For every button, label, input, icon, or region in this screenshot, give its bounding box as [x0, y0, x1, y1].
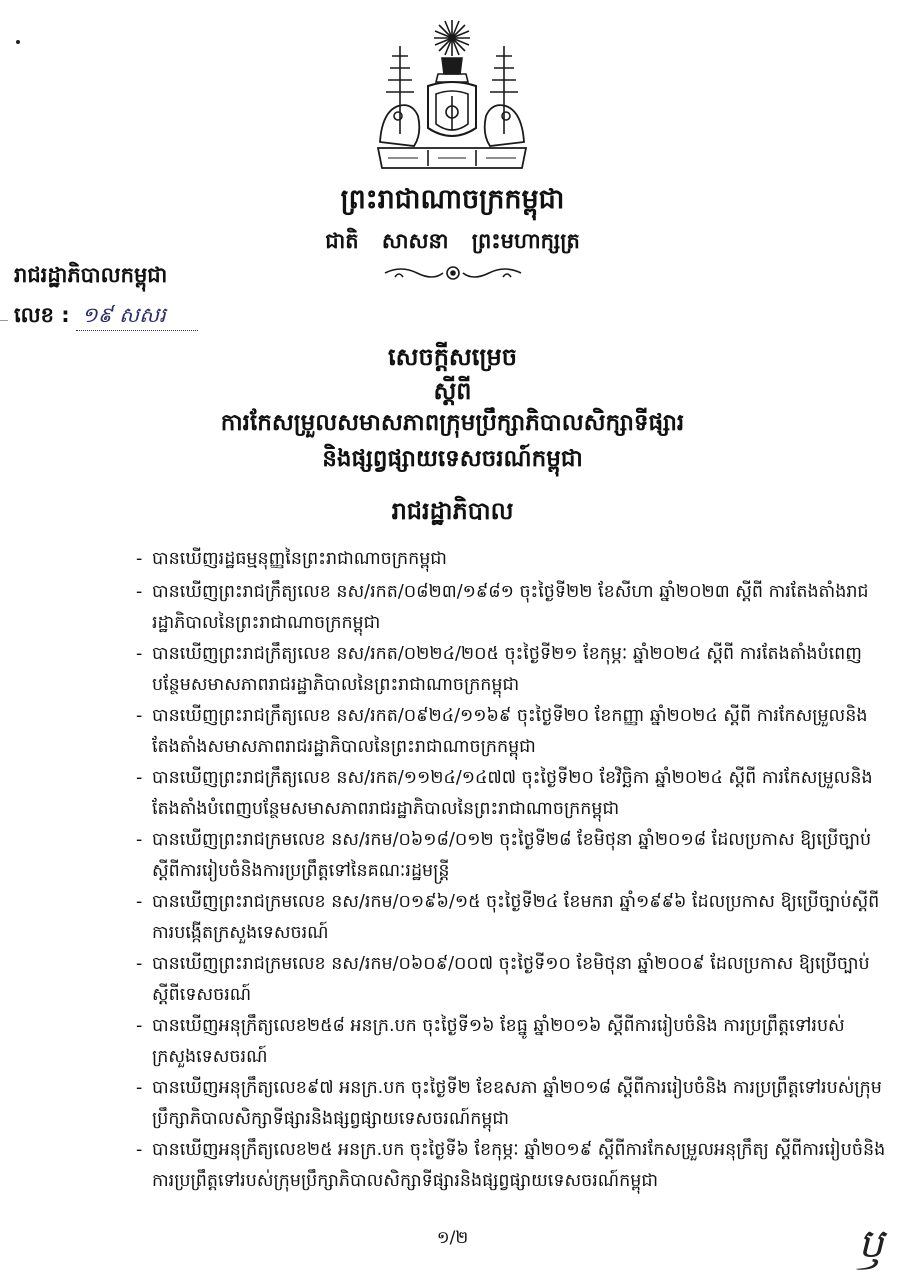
margin-mark [0, 320, 8, 321]
clause-item: - បានឃើញព្រះរាជក្រមលេខ នស/រកម/០៦១៨/០១២ ចុះថ្ងៃទី២៨ ខែមិថុនា ឆ្នាំ២០១៨ ដែលប្រកាស ឱ្យប្រើច្បាប់ស្តីពីការរៀបចំនិងការប្រព្រឹត្តទៅនៃគណៈរដ្ឋមន្ត្រី [136, 830, 872, 881]
clause-text: បានឃើញអនុក្រឹត្យលេខ២៥ អនក្រ.បក ចុះថ្ងៃទី៦ ខែកុម្ភៈ ឆ្នាំ២០១៩ ស្តីពីការកែសម្រួលអនុក្រឹត្យ ស្តីពីការរៀបចំនិងការប្រព្រឹត្តទៅរបស់ក្រុមប្រឹក្សាភិបាលសិក្សាទីផ្សារនិងផ្សព្វផ្សាយទេសចរណ៍កម្ពុជា [152, 1140, 886, 1191]
clause-text: បានឃើញព្រះរាជក្រឹត្យលេខ នស/រកត/០២២៤/២០៥ ចុះថ្ងៃទី២១ ខែកុម្ភៈ ឆ្នាំ២០២៤ ស្តីពី ការតែងតាំងបំពេញបន្ថែមសមាសភាពរាជរដ្ឋាភិបាលនៃព្រះរាជាណាចក្រកម្ពុជា [152, 644, 862, 695]
clause-text: បានឃើញអនុក្រឹត្យលេខ២៥៨ អនក្រ.បក ចុះថ្ងៃទី១៦ ខែធ្នូ ឆ្នាំ២០១៦ ស្តីពីការរៀបចំនិង ការប្រព្រឹត្តទៅរបស់ក្រសួងទេសចរណ៍ [152, 1016, 845, 1067]
clause-item: - បានឃើញព្រះរាជក្រឹត្យលេខ នស/រកត/០៩២៤/១១៦៩ ចុះថ្ងៃទី២០ ខែកញ្ញា ឆ្នាំ២០២៤ ស្តីពី ការកែសម្រួលនិងតែងតាំងសមាសភាពរាជរដ្ឋាភិបាលនៃព្រះរាជាណាចក្រកម្ពុជា [136, 706, 868, 757]
kingdom-title: ព្រះរាជាណាចក្រកម្ពុជា [340, 184, 565, 215]
clause-text: បានឃើញព្រះរាជក្រមលេខ នស/រកម/០១៩៦/១៥ ចុះថ្ងៃទី២៤ ខែមករា ឆ្នាំ១៩៩៦ ដែលប្រកាស ឱ្យប្រើច្បាប់ស្តីពីការបង្កើតក្រសួងទេសចរណ៍ [152, 892, 880, 943]
clause-item: - បានឃើញអនុក្រឹត្យលេខ២៥៨ អនក្រ.បក ចុះថ្ងៃទី១៦ ខែធ្នូ ឆ្នាំ២០១៦ ស្តីពីការរៀបចំនិង ការប្រព្រឹត្តទៅរបស់ក្រសួងទេសចរណ៍ [136, 1016, 845, 1067]
scan-speck [16, 40, 20, 44]
page-number: ១/២ [436, 1228, 469, 1248]
number-value: ១៩ សសរ [76, 300, 198, 331]
subject-line-1: ការកែសម្រួលសមាសភាពក្រុមប្រឹក្សាភិបាលសិក្សាទីផ្សារ [220, 410, 685, 436]
clause-text: បានឃើញព្រះរាជក្រឹត្យលេខ នស/រកត/១១២៤/១៤៧៧ ចុះថ្ងៃទី២០ ខែវិច្ឆិកា ឆ្នាំ២០២៤ ស្តីពី ការកែសម្រួលនិងតែងតាំងបំពេញបន្ថែមសមាសភាពរាជរដ្ឋាភិបាលនៃព្រះរាជាណាចក្រកម្ពុជា [152, 768, 873, 819]
clause-item: - បានឃើញអនុក្រឹត្យលេខ៩៧ អនក្រ.បក ចុះថ្ងៃទី២ ខែឧសភា ឆ្នាំ២០១៨ ស្តីពីការរៀបចំនិង ការប្រព្រឹត្តទៅរបស់ក្រុមប្រឹក្សាភិបាលសិក្សាទីផ្សារនិងផ្សព្វផ្សាយទេសចរណ៍កម្ពុជា [136, 1078, 882, 1129]
clause-item: - បានឃើញរដ្ឋធម្មនុញ្ញនៃព្រះរាជាណាចក្រកម្ពុជា [136, 549, 447, 569]
clause-text: បានឃើញអនុក្រឹត្យលេខ៩៧ អនក្រ.បក ចុះថ្ងៃទី២ ខែឧសភា ឆ្នាំ២០១៨ ស្តីពីការរៀបចំនិង ការប្រព្រឹត្តទៅរបស់ក្រុមប្រឹក្សាភិបាលសិក្សាទីផ្សារនិងផ្សព្វផ្សាយទេសចរណ៍កម្ពុជា [152, 1078, 882, 1129]
preamble-clauses [136, 544, 886, 1197]
decorative-divider-icon [381, 262, 525, 284]
clause-text: បានឃើញព្រះរាជក្រមលេខ នស/រកម/០៦០៩/០០៧ ចុះថ្ងៃទី១០ ខែមិថុនា ឆ្នាំ២០០៩ ដែលប្រកាស ឱ្យប្រើច្បាប់ស្តីពីទេសចរណ៍ [152, 954, 870, 1005]
clause-text: បានឃើញព្រះរាជក្រឹត្យលេខ នស/រកត/០៨២៣/១៩៨១ ចុះថ្ងៃទី២២ ខែសីហា ឆ្នាំ២០២៣ ស្តីពី ការតែងតាំងរាជរដ្ឋាភិបាលនៃព្រះរាជាណាចក្រកម្ពុជា [152, 582, 869, 633]
subject-line-2: និងផ្សព្វផ្សាយទេសចរណ៍កម្ពុជា [322, 446, 583, 472]
issuing-government: រាជរដ្ឋាភិបាលកម្ពុជា [14, 263, 168, 287]
clause-item: - បានឃើញព្រះរាជក្រមលេខ នស/រកម/០១៩៦/១៥ ចុះថ្ងៃទី២៤ ខែមករា ឆ្នាំ១៩៩៦ ដែលប្រកាស ឱ្យប្រើច្បាប់ស្តីពីការបង្កើតក្រសួងទេសចរណ៍ [136, 892, 880, 943]
document-type: សេចក្តីសម្រេច [387, 343, 518, 371]
decision-number [14, 300, 198, 331]
issuing-authority: រាជរដ្ឋាភិបាល [391, 497, 514, 525]
clause-item: - បានឃើញអនុក្រឹត្យលេខ២៥ អនក្រ.បក ចុះថ្ងៃទី៦ ខែកុម្ភៈ ឆ្នាំ២០១៩ ស្តីពីការកែសម្រួលអនុក្រឹត្យ ស្តីពីការរៀបចំនិងការប្រព្រឹត្តទៅរបស់ក្រុមប្រឹក្សាភិបាលសិក្សាទីផ្សារនិងផ្សព្វផ្សាយទេសចរណ៍កម្ពុជា [136, 1140, 886, 1191]
subject-prefix: ស្តីពី [433, 377, 472, 405]
handwritten-initial: ឫ [858, 1221, 884, 1267]
clause-text: បានឃើញព្រះរាជក្រឹត្យលេខ នស/រកត/០៩២៤/១១៦៩ ចុះថ្ងៃទី២០ ខែកញ្ញា ឆ្នាំ២០២៤ ស្តីពី ការកែសម្រួលនិងតែងតាំងសមាសភាពរាជរដ្ឋាភិបាលនៃព្រះរាជាណាចក្រកម្ពុជា [152, 706, 868, 757]
clause-text: បានឃើញព្រះរាជក្រមលេខ នស/រកម/០៦១៨/០១២ ចុះថ្ងៃទី២៨ ខែមិថុនា ឆ្នាំ២០១៨ ដែលប្រកាស ឱ្យប្រើច្បាប់ស្តីពីការរៀបចំនិងការប្រព្រឹត្តទៅនៃគណៈរដ្ឋមន្ត្រី [152, 830, 872, 881]
clause-item: - បានឃើញព្រះរាជក្រឹត្យលេខ នស/រកត/១១២៤/១៤៧៧ ចុះថ្ងៃទី២០ ខែវិច្ឆិកា ឆ្នាំ២០២៤ ស្តីពី ការកែសម្រួលនិងតែងតាំងបំពេញបន្ថែមសមាសភាពរាជរដ្ឋាភិបាលនៃព្រះរាជាណាចក្រកម្ពុជា [136, 768, 873, 819]
number-label: លេខ : [14, 303, 70, 327]
clause-item: - បានឃើញព្រះរាជក្រមលេខ នស/រកម/០៦០៩/០០៧ ចុះថ្ងៃទី១០ ខែមិថុនា ឆ្នាំ២០០៩ ដែលប្រកាស ឱ្យប្រើច្បាប់ស្តីពីទេសចរណ៍ [136, 954, 870, 1005]
national-motto: ជាតិ សាសនា ព្រះមហាក្សត្រ [325, 229, 580, 253]
clause-item: - បានឃើញព្រះរាជក្រឹត្យលេខ នស/រកត/០២២៤/២០៥ ចុះថ្ងៃទី២១ ខែកុម្ភៈ ឆ្នាំ២០២៤ ស្តីពី ការតែងតាំងបំពេញបន្ថែមសមាសភាពរាជរដ្ឋាភិបាលនៃព្រះរាជាណាចក្រកម្ពុជា [136, 644, 862, 695]
clause-text: បានឃើញរដ្ឋធម្មនុញ្ញនៃព្រះរាជាណាចក្រកម្ពុជា [152, 549, 447, 569]
clause-item: - បានឃើញព្រះរាជក្រឹត្យលេខ នស/រកត/០៨២៣/១៩៨១ ចុះថ្ងៃទី២២ ខែសីហា ឆ្នាំ២០២៣ ស្តីពី ការតែងតាំងរាជរដ្ឋាភិបាលនៃព្រះរាជាណាចក្រកម្ពុជា [136, 582, 869, 633]
royal-coat-of-arms-icon [372, 16, 532, 174]
